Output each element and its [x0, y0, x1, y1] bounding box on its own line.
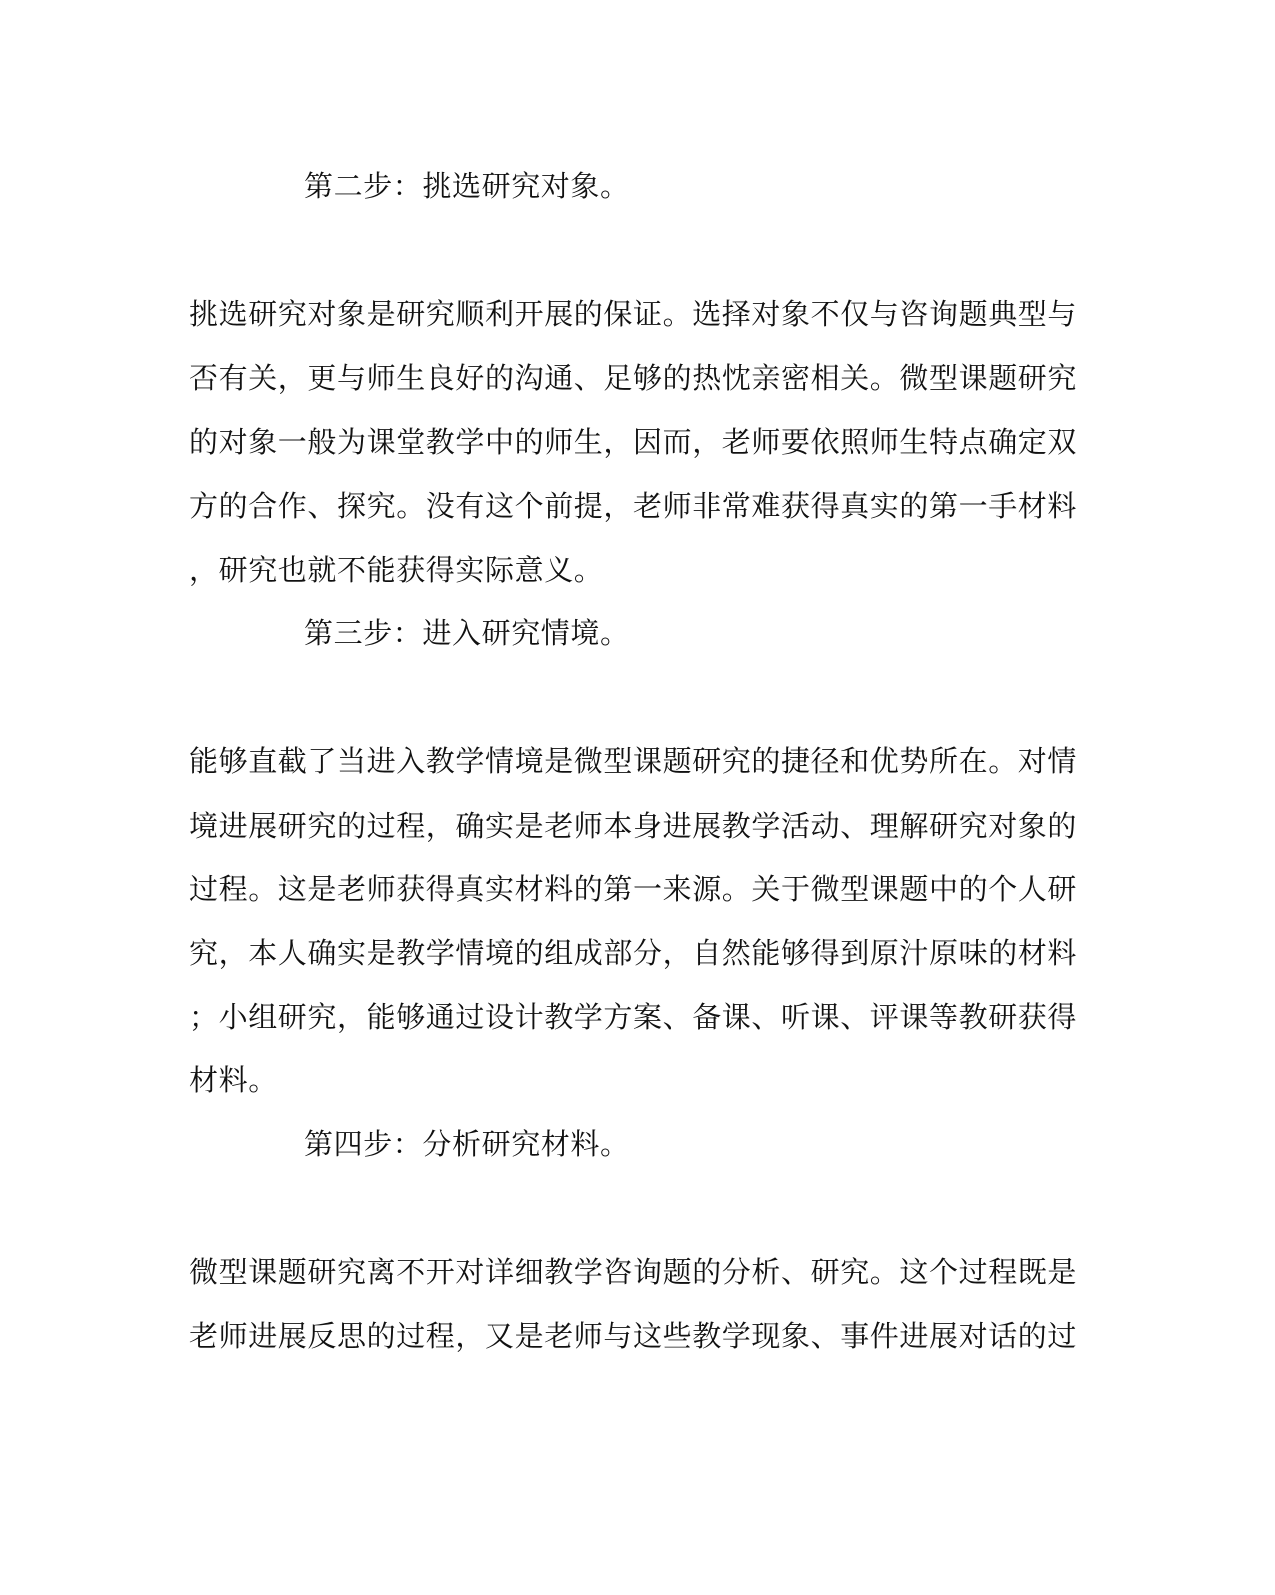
step2-paragraph-line: 挑选研究对象是研究顺利开展的保证。选择对象不仅与咨询题典型与 — [189, 297, 1078, 331]
step3-paragraph-line: ；小组研究，能够通过设计教学方案、备课、听课、评课等教研获得 — [189, 1000, 1078, 1034]
step3-paragraph-line: 材料。 — [189, 1063, 278, 1097]
step4-paragraph-line: 微型课题研究离不开对详细教学咨询题的分析、研究。这个过程既是 — [189, 1255, 1078, 1289]
step3-paragraph-line: 能够直截了当进入教学情境是微型课题研究的捷径和优势所在。对情 — [189, 744, 1078, 778]
step4-heading: 第四步：分析研究材料。 — [304, 1127, 630, 1161]
step3-paragraph-line: 究，本人确实是教学情境的组成部分，自然能够得到原汁原味的材料 — [189, 936, 1078, 970]
step4-paragraph-line: 老师进展反思的过程，又是老师与这些教学现象、事件进展对话的过 — [189, 1319, 1078, 1353]
step2-heading: 第二步：挑选研究对象。 — [304, 169, 630, 203]
step2-paragraph-line: 的对象一般为课堂教学中的师生，因而，老师要依照师生特点确定双 — [189, 425, 1078, 459]
step2-paragraph-line: 方的合作、探究。没有这个前提，老师非常难获得真实的第一手材料 — [189, 489, 1078, 523]
step3-paragraph-line: 过程。这是老师获得真实材料的第一来源。关于微型课题中的个人研 — [189, 872, 1078, 906]
step2-paragraph-line: 否有关，更与师生良好的沟通、足够的热忱亲密相关。微型课题研究 — [189, 361, 1078, 395]
step2-paragraph-line: ，研究也就不能获得实际意义。 — [189, 553, 604, 587]
step3-paragraph-line: 境进展研究的过程，确实是老师本身进展教学活动、理解研究对象的 — [189, 809, 1078, 843]
step3-heading: 第三步：进入研究情境。 — [304, 616, 630, 650]
